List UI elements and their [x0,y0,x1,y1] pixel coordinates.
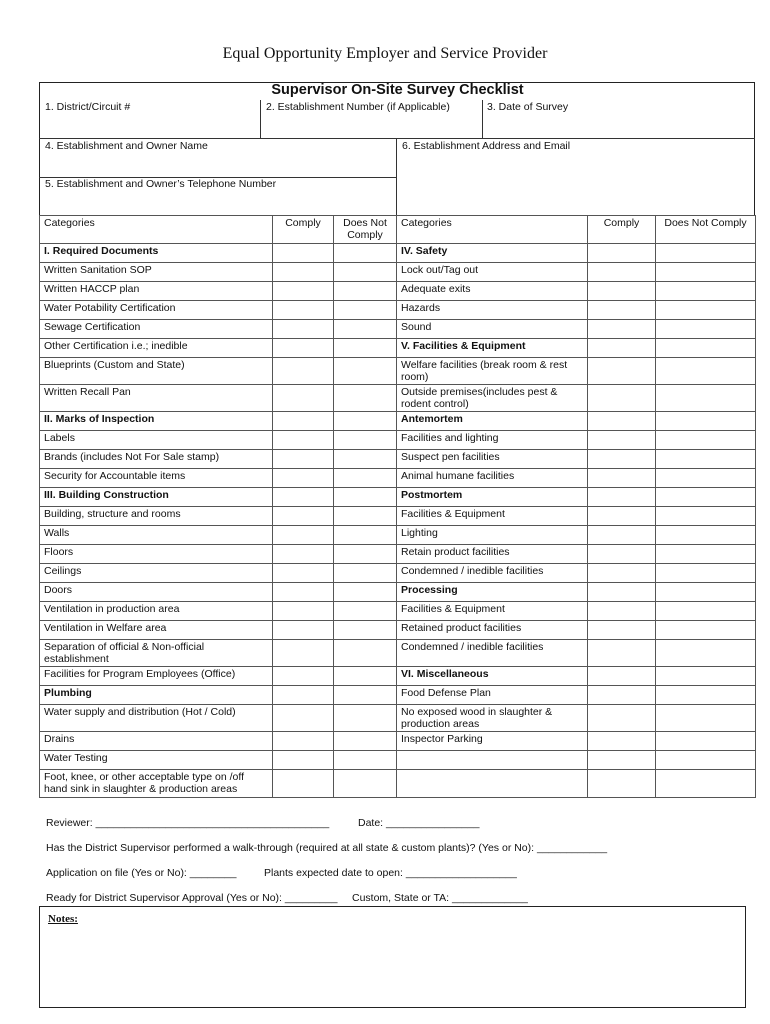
category-cell: Facilities & Equipment [397,602,588,621]
category-cell: Separation of official & Non-official establishment [40,640,273,667]
comply-checkbox-cell[interactable] [273,412,334,431]
category-cell: Building, structure and rooms [40,507,273,526]
table-row [40,263,756,282]
comply-checkbox-cell[interactable] [273,770,334,798]
does-not-comply-checkbox-cell[interactable] [656,488,756,507]
ready-for-approval-line[interactable]: Ready for District Supervisor Approval (Yes or No): _________ [46,892,338,904]
form-title: Supervisor On-Site Survey Checklist [271,82,524,98]
category-cell [397,751,588,770]
comply-checkbox-cell[interactable] [588,770,656,798]
table-row [40,469,756,488]
does-not-comply-checkbox-cell[interactable] [334,545,397,564]
does-not-comply-checkbox-cell[interactable] [334,263,397,282]
date-of-survey-field[interactable]: 3. Date of Survey [487,101,569,113]
does-not-comply-checkbox-cell[interactable] [334,431,397,450]
category-cell: Water Testing [40,751,273,770]
does-not-comply-checkbox-cell[interactable] [334,339,397,358]
checklist-table [39,215,756,798]
does-not-comply-checkbox-cell[interactable] [656,621,756,640]
divider [482,100,483,139]
comply-checkbox-cell[interactable] [273,507,334,526]
col-header-categories: Categories [397,216,588,244]
category-cell: Ceilings [40,564,273,583]
table-row [40,339,756,358]
does-not-comply-checkbox-cell[interactable] [334,358,397,385]
comply-checkbox-cell[interactable] [273,244,334,263]
does-not-comply-checkbox-cell[interactable] [334,320,397,339]
category-cell: Condemned / inedible facilities [397,564,588,583]
does-not-comply-checkbox-cell[interactable] [334,412,397,431]
comply-checkbox-cell[interactable] [273,621,334,640]
telephone-number-field[interactable]: 5. Establishment and Owner’s Telephone Number [45,178,277,190]
table-row [40,705,756,732]
custom-state-ta-line[interactable]: Custom, State or TA: _____________ [352,892,528,904]
comply-checkbox-cell[interactable] [588,686,656,705]
category-cell: Written HACCP plan [40,282,273,301]
notes-box[interactable] [39,906,746,1008]
comply-checkbox-cell[interactable] [273,488,334,507]
comply-checkbox-cell[interactable] [588,640,656,667]
does-not-comply-checkbox-cell[interactable] [334,469,397,488]
comply-checkbox-cell[interactable] [273,385,334,412]
does-not-comply-checkbox-cell[interactable] [656,564,756,583]
category-cell: Foot, knee, or other acceptable type on /off hand sink in slaughter & production areas [40,770,273,798]
does-not-comply-checkbox-cell[interactable] [334,705,397,732]
category-cell: Welfare facilities (break room & rest room) [397,358,588,385]
does-not-comply-checkbox-cell[interactable] [334,526,397,545]
does-not-comply-checkbox-cell[interactable] [334,583,397,602]
comply-checkbox-cell[interactable] [588,339,656,358]
category-cell: Ventilation in production area [40,602,273,621]
category-cell: IV. Safety [397,244,588,263]
header-statement: Equal Opportunity Employer and Service Provider [222,45,548,62]
col-header-categories: Categories [40,216,273,244]
reviewer-line[interactable]: Reviewer: ________________________________________ [46,817,330,829]
category-cell: III. Building Construction [40,488,273,507]
table-row [40,358,756,385]
comply-checkbox-cell[interactable] [588,263,656,282]
does-not-comply-checkbox-cell[interactable] [334,602,397,621]
does-not-comply-checkbox-cell[interactable] [334,732,397,751]
table-row [40,320,756,339]
does-not-comply-checkbox-cell[interactable] [656,602,756,621]
table-row [40,621,756,640]
walkthrough-question[interactable]: Has the District Supervisor performed a walk-through (required at all state & custom plants)? (Yes or No): ____________ [46,842,608,854]
comply-checkbox-cell[interactable] [588,412,656,431]
comply-checkbox-cell[interactable] [588,431,656,450]
category-cell: VI. Miscellaneous [397,667,588,686]
does-not-comply-checkbox-cell[interactable] [656,545,756,564]
comply-checkbox-cell[interactable] [588,732,656,751]
table-row [40,282,756,301]
comply-checkbox-cell[interactable] [588,469,656,488]
comply-checkbox-cell[interactable] [588,301,656,320]
table-row [40,732,756,751]
does-not-comply-checkbox-cell[interactable] [656,526,756,545]
divider [260,100,261,139]
category-cell: II. Marks of Inspection [40,412,273,431]
table-row [40,488,756,507]
col-header-does-not-comply: Does Not Comply [334,216,397,244]
category-cell: Walls [40,526,273,545]
category-cell: Condemned / inedible facilities [397,640,588,667]
does-not-comply-checkbox-cell[interactable] [334,244,397,263]
col-header-comply: Comply [273,216,334,244]
category-cell: Floors [40,545,273,564]
table-row [40,526,756,545]
category-cell: Facilities for Program Employees (Office) [40,667,273,686]
category-cell: Lock out/Tag out [397,263,588,282]
comply-checkbox-cell[interactable] [273,564,334,583]
establishment-address-email-field[interactable]: 6. Establishment Address and Email [402,140,571,152]
does-not-comply-checkbox-cell[interactable] [334,385,397,412]
category-cell: Brands (includes Not For Sale stamp) [40,450,273,469]
comply-checkbox-cell[interactable] [588,621,656,640]
category-cell: Postmortem [397,488,588,507]
category-cell: Sewage Certification [40,320,273,339]
comply-checkbox-cell[interactable] [273,450,334,469]
comply-checkbox-cell[interactable] [273,751,334,770]
does-not-comply-checkbox-cell[interactable] [334,621,397,640]
comply-checkbox-cell[interactable] [588,667,656,686]
table-row [40,301,756,320]
table-row [40,431,756,450]
category-cell [397,770,588,798]
does-not-comply-checkbox-cell[interactable] [656,686,756,705]
district-circuit-field[interactable]: 1. District/Circuit # [45,101,131,113]
does-not-comply-checkbox-cell[interactable] [656,244,756,263]
table-row [40,640,756,667]
category-cell: Water supply and distribution (Hot / Cold) [40,705,273,732]
category-cell: Written Sanitation SOP [40,263,273,282]
comply-checkbox-cell[interactable] [273,732,334,751]
category-cell: Inspector Parking [397,732,588,751]
does-not-comply-checkbox-cell[interactable] [656,358,756,385]
category-cell: V. Facilities & Equipment [397,339,588,358]
category-cell: Water Potability Certification [40,301,273,320]
date-line[interactable]: Date: ________________ [358,817,480,829]
table-row [40,602,756,621]
table-row [40,686,756,705]
comply-checkbox-cell[interactable] [588,545,656,564]
comply-checkbox-cell[interactable] [588,751,656,770]
plants-expected-date-line[interactable]: Plants expected date to open: ___________________ [264,867,517,879]
comply-checkbox-cell[interactable] [273,640,334,667]
comply-checkbox-cell[interactable] [273,301,334,320]
category-cell: Facilities and lighting [397,431,588,450]
table-row [40,507,756,526]
comply-checkbox-cell[interactable] [588,583,656,602]
table-row [40,244,756,263]
does-not-comply-checkbox-cell[interactable] [656,282,756,301]
category-cell: Labels [40,431,273,450]
comply-checkbox-cell[interactable] [273,282,334,301]
table-row [40,667,756,686]
does-not-comply-checkbox-cell[interactable] [334,751,397,770]
category-cell: I. Required Documents [40,244,273,263]
does-not-comply-checkbox-cell[interactable] [656,583,756,602]
does-not-comply-checkbox-cell[interactable] [656,385,756,412]
table-row [40,583,756,602]
category-cell: Drains [40,732,273,751]
category-cell: Antemortem [397,412,588,431]
category-cell: Suspect pen facilities [397,450,588,469]
does-not-comply-checkbox-cell[interactable] [656,469,756,488]
category-cell: Written Recall Pan [40,385,273,412]
table-row [40,385,756,412]
category-cell: Retain product facilities [397,545,588,564]
category-cell: Facilities & Equipment [397,507,588,526]
table-row [40,564,756,583]
comply-checkbox-cell[interactable] [588,358,656,385]
comply-checkbox-cell[interactable] [588,705,656,732]
table-header-row [40,216,756,244]
category-cell: Retained product facilities [397,621,588,640]
does-not-comply-checkbox-cell[interactable] [656,450,756,469]
does-not-comply-checkbox-cell[interactable] [656,339,756,358]
comply-checkbox-cell[interactable] [588,385,656,412]
table-row [40,450,756,469]
does-not-comply-checkbox-cell[interactable] [334,686,397,705]
does-not-comply-checkbox-cell[interactable] [656,667,756,686]
category-cell: Food Defense Plan [397,686,588,705]
does-not-comply-checkbox-cell[interactable] [656,507,756,526]
divider [39,138,755,139]
does-not-comply-checkbox-cell[interactable] [334,488,397,507]
category-cell: Adequate exits [397,282,588,301]
comply-checkbox-cell[interactable] [273,339,334,358]
category-cell: No exposed wood in slaughter & production areas [397,705,588,732]
comply-checkbox-cell[interactable] [588,602,656,621]
col-header-comply: Comply [588,216,656,244]
comply-checkbox-cell[interactable] [588,564,656,583]
category-cell: Ventilation in Welfare area [40,621,273,640]
does-not-comply-checkbox-cell[interactable] [656,412,756,431]
category-cell: Security for Accountable items [40,469,273,488]
comply-checkbox-cell[interactable] [273,526,334,545]
does-not-comply-checkbox-cell[interactable] [334,667,397,686]
does-not-comply-checkbox-cell[interactable] [656,320,756,339]
does-not-comply-checkbox-cell[interactable] [334,564,397,583]
table-row [40,412,756,431]
does-not-comply-checkbox-cell[interactable] [656,751,756,770]
category-cell: Sound [397,320,588,339]
comply-checkbox-cell[interactable] [588,507,656,526]
category-cell: Doors [40,583,273,602]
category-cell: Lighting [397,526,588,545]
does-not-comply-checkbox-cell[interactable] [656,705,756,732]
establishment-number-field[interactable]: 2. Establishment Number (if Applicable) [266,101,450,113]
category-cell: Hazards [397,301,588,320]
comply-checkbox-cell[interactable] [273,686,334,705]
category-cell: Blueprints (Custom and State) [40,358,273,385]
comply-checkbox-cell[interactable] [273,583,334,602]
comply-checkbox-cell[interactable] [273,263,334,282]
table-row [40,751,756,770]
does-not-comply-checkbox-cell[interactable] [334,770,397,798]
comply-checkbox-cell[interactable] [588,282,656,301]
comply-checkbox-cell[interactable] [588,450,656,469]
comply-checkbox-cell[interactable] [273,602,334,621]
category-cell: Animal humane facilities [397,469,588,488]
does-not-comply-checkbox-cell[interactable] [656,732,756,751]
comply-checkbox-cell[interactable] [588,320,656,339]
col-header-does-not-comply: Does Not Comply [656,216,756,244]
application-on-file-line[interactable]: Application on file (Yes or No): ________ [46,867,237,879]
comply-checkbox-cell[interactable] [273,705,334,732]
does-not-comply-checkbox-cell[interactable] [656,431,756,450]
comply-checkbox-cell[interactable] [588,526,656,545]
does-not-comply-checkbox-cell[interactable] [334,507,397,526]
comply-checkbox-cell[interactable] [588,488,656,507]
does-not-comply-checkbox-cell[interactable] [656,301,756,320]
does-not-comply-checkbox-cell[interactable] [656,263,756,282]
category-cell: Plumbing [40,686,273,705]
comply-checkbox-cell[interactable] [273,667,334,686]
does-not-comply-checkbox-cell[interactable] [334,301,397,320]
notes-label: Notes: [48,913,78,925]
category-cell: Processing [397,583,588,602]
comply-checkbox-cell[interactable] [273,358,334,385]
category-cell: Outside premises(includes pest & rodent control) [397,385,588,412]
divider [396,138,397,216]
comply-checkbox-cell[interactable] [273,469,334,488]
does-not-comply-checkbox-cell[interactable] [334,282,397,301]
does-not-comply-checkbox-cell[interactable] [334,450,397,469]
does-not-comply-checkbox-cell[interactable] [334,640,397,667]
comply-checkbox-cell[interactable] [588,244,656,263]
comply-checkbox-cell[interactable] [273,431,334,450]
establishment-owner-name-field[interactable]: 4. Establishment and Owner Name [45,140,208,152]
table-row [40,545,756,564]
table-row [40,770,756,798]
does-not-comply-checkbox-cell[interactable] [656,640,756,667]
comply-checkbox-cell[interactable] [273,545,334,564]
comply-checkbox-cell[interactable] [273,320,334,339]
does-not-comply-checkbox-cell[interactable] [656,770,756,798]
category-cell: Other Certification i.e.; inedible [40,339,273,358]
